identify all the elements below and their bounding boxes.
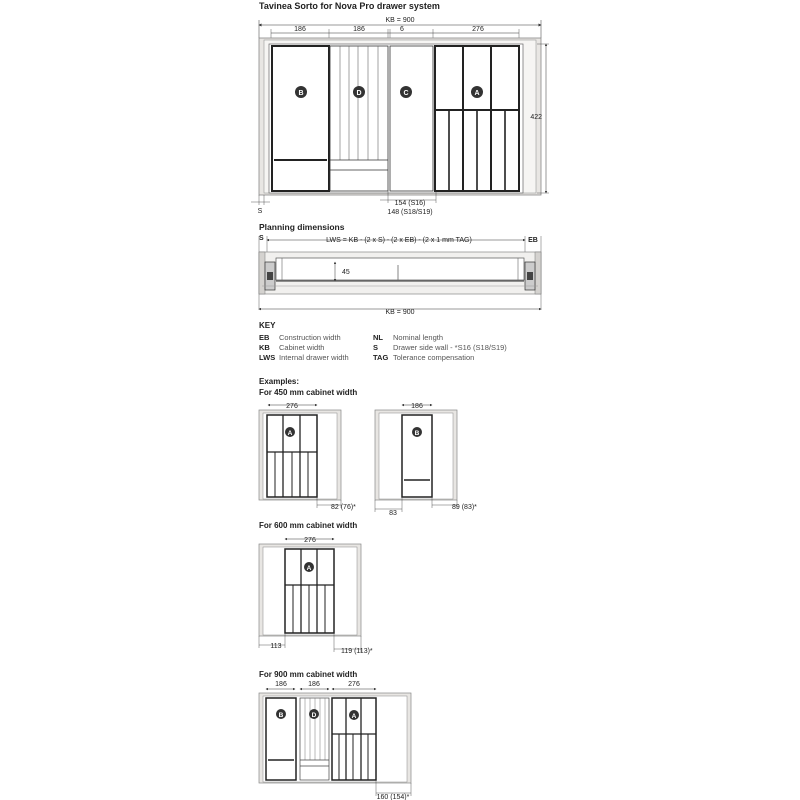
ex900-top-3: 276 <box>348 681 360 688</box>
key-row <box>373 353 474 363</box>
planning-diagram <box>259 222 541 316</box>
ex900-badge-b: B <box>278 712 284 719</box>
planning-kb-label: KB = 900 <box>385 309 415 316</box>
badge-b: B <box>298 90 304 97</box>
ex600-badge: A <box>306 565 312 572</box>
ex450-right-side: 89 (83)* <box>452 504 477 511</box>
width-dim-3: 6 <box>400 26 404 33</box>
s-label: S <box>257 208 263 215</box>
ex450-left-top: 276 <box>286 403 298 410</box>
badge-d: D <box>356 90 362 97</box>
key-row <box>259 343 324 353</box>
key-row <box>373 343 507 353</box>
key-abbr: TAG <box>373 353 389 362</box>
key-abbr: EB <box>259 333 270 342</box>
ex900-side: 160 (154)* <box>376 794 410 800</box>
badge-c: C <box>403 90 409 97</box>
ex900-diagram <box>259 681 411 800</box>
badge-a: A <box>474 90 480 97</box>
key-abbr: LWS <box>259 353 276 362</box>
dim-148: 148 (S18/S19) <box>387 209 433 216</box>
ex900-badge-d: D <box>311 712 317 719</box>
ex600-left-dim: 113 <box>270 643 282 650</box>
ex600-side: 119 (113)* <box>341 648 373 655</box>
key-abbr: NL <box>373 333 383 342</box>
ex600-diagram <box>259 537 373 655</box>
key-desc: Nominal length <box>393 333 444 342</box>
ex450-title: For 450 mm cabinet width <box>259 388 358 397</box>
ex600-top: 276 <box>304 537 316 544</box>
kb-label: KB = 900 <box>385 17 415 24</box>
ex450-right-badge: B <box>414 430 420 437</box>
key-desc: Drawer side wall - *S16 (S18/S19) <box>393 343 507 352</box>
key-desc: Construction width <box>279 333 341 342</box>
ex600-title: For 600 mm cabinet width <box>259 521 358 530</box>
ex450-left-side: 82 (76)* <box>331 504 356 511</box>
key-heading: KEY <box>259 321 276 330</box>
page-title: Tavinea Sorto for Nova Pro drawer system <box>259 1 440 11</box>
key-abbr: S <box>373 343 379 352</box>
key-desc: Internal drawer width <box>279 353 349 362</box>
planning-heading: Planning dimensions <box>259 222 345 232</box>
ex450-left-diagram <box>259 403 356 511</box>
ex450-right-top: 186 <box>411 403 423 410</box>
ex450-right-left-dim: 83 <box>389 510 397 517</box>
dim-154: 154 (S16) <box>394 200 426 207</box>
width-dim-2: 186 <box>353 26 365 33</box>
ex900-top-2: 186 <box>308 681 320 688</box>
top-diagram <box>251 17 549 216</box>
ex450-right-diagram <box>375 403 477 517</box>
width-dim-1: 186 <box>294 26 306 33</box>
ex450-left-badge: A <box>287 430 293 437</box>
planning-s-label: S <box>259 235 264 242</box>
key-row <box>259 353 349 363</box>
key-row <box>373 333 443 343</box>
ex900-badge-a: A <box>351 713 357 720</box>
key-desc: Tolerance compensation <box>393 353 475 362</box>
planning-height-45: 45 <box>342 269 350 276</box>
ex900-title: For 900 mm cabinet width <box>259 670 358 679</box>
planning-eb-label: EB <box>528 237 538 244</box>
lws-formula: LWS = KB - (2 x S) - (2 x EB) - (2 x 1 mm TAG) <box>326 237 472 244</box>
key-abbr: KB <box>259 343 270 352</box>
key-desc: Cabinet width <box>279 343 325 352</box>
key-row <box>259 333 341 343</box>
examples-heading: Examples: <box>259 377 300 386</box>
width-dim-4: 276 <box>472 26 484 33</box>
ex900-top-1: 186 <box>275 681 287 688</box>
height-422: 422 <box>530 114 542 121</box>
